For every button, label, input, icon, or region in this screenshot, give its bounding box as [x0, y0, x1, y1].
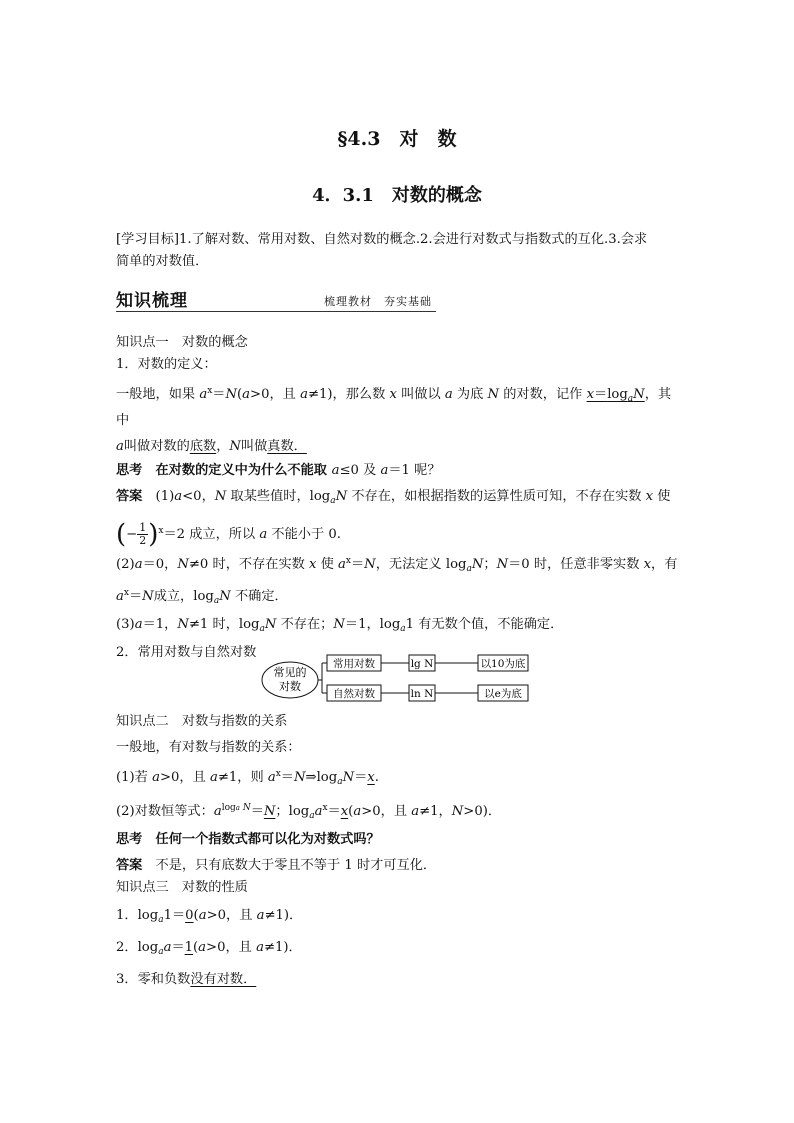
diagram-center-line1: 常见的 — [273, 666, 307, 679]
log-notation: $x=\log_aN$ — [586, 387, 645, 404]
kp1-answer2-cont: $a^x=N$成立，$\log_aN$ 不确定． — [116, 588, 288, 606]
section-header-right: 梳理教材 夯实基础 — [324, 295, 432, 308]
kp3-prop2: 2．$\log_aa=1(a>0$，且 a≠1)． — [116, 940, 302, 957]
kp1-heading: 知识点一 对数的概念 — [116, 335, 248, 350]
kp2-line1: (1)若 a>0，且 a≠1，则 $a^x=N\Rightarrow\log_aN=x$. — [116, 769, 379, 787]
kp2-think: 思考 任何一个指数式都可以化为对数式吗？ — [116, 832, 380, 847]
kp1-answer2: (2)a＝0，N≠0 时，不存在实数 x 使 $a^x=N$，无法定义 $\log_aN$；N＝0 时，任意非零实数 x，有 — [116, 556, 678, 574]
diagram-base10: 以10为底 — [480, 658, 526, 670]
fraction-one-half: $\frac{1}{2}$ — [139, 521, 147, 547]
page-title: §4.3 对 数 — [337, 128, 457, 150]
kp3-prop1: 1．$\log_a1=0(a>0$，且 a≠1)． — [116, 908, 303, 925]
section-header-title: 知识梳理 — [116, 291, 188, 311]
kp1-answer3: (3)a＝1，N≠1 时，$\log_aN$ 不存在；N＝1，$\log_a1$ 有无数个值，不能确定． — [116, 617, 564, 634]
objectives-label: [学习目标] — [116, 232, 180, 247]
diagram-lg: lg N — [410, 658, 434, 670]
kp1-definition-line1: 一般地，如果 $a^x=N(a>0$，且 a≠1)，那么数 x 叫做以 a 为底 N 的对数，记作 $x=\log_aN$，其中 — [116, 386, 672, 428]
kp3-heading: 知识点三 对数的性质 — [116, 880, 248, 895]
kp1-answer1-cont: (− $\frac{1}{2}$ )$^x$＝2 成立，所以 a 不能小于 0. — [116, 519, 341, 550]
kp3-prop3: 3．零和负数没有对数． — [116, 972, 257, 987]
diagram-common-log: 常用对数 — [333, 658, 375, 670]
kp2-answer: 答案 不是，只有底数大于零且不等于 1 时才可互化． — [116, 858, 437, 873]
kp1-item1: 1．对数的定义： — [116, 357, 217, 372]
log-types-diagram — [260, 652, 532, 708]
kp1-think: 思考 在对数的定义中为什么不能取 a≤0 及 a＝1 呢？ — [116, 463, 441, 478]
diagram-natural-log: 自然对数 — [333, 688, 375, 700]
kp2-line2: (2)对数恒等式：$a^{loga N}=N$；$\log_aa^x=x(a>0$，且 a≠1，N>0)． — [116, 803, 502, 821]
page-subtitle: 4．3.1 对数的概念 — [312, 185, 482, 206]
kp2-intro: 一般地，有对数与指数的关系： — [116, 740, 301, 755]
diagram-center-line2: 对数 — [279, 680, 301, 693]
learning-objectives: [学习目标]1.了解对数、常用对数、自然对数的概念.2.会进行对数式与指数式的互化.3.会求 简单的对数值． — [116, 232, 648, 269]
kp2-block — [116, 711, 682, 877]
kp3-block — [116, 877, 682, 991]
kp2-heading: 知识点二 对数与指数的关系 — [116, 714, 288, 729]
section-header-rule — [116, 311, 436, 312]
section-header — [116, 286, 436, 312]
diagram-ln: ln N — [410, 688, 434, 700]
diagram-basee: 以e为底 — [484, 688, 522, 700]
kp1-answer1: 答案 (1)a<0，N 取某些值时，$\log_aN$ 不存在，如根据指数的运算性质可知，不存在实数 x 使 — [116, 489, 671, 506]
kp1-block — [116, 332, 682, 664]
kp1-item2: 2．常用对数与自然对数 — [116, 645, 257, 660]
kp1-definition-line2: a叫做对数的底数，N叫做真数． — [116, 439, 307, 454]
